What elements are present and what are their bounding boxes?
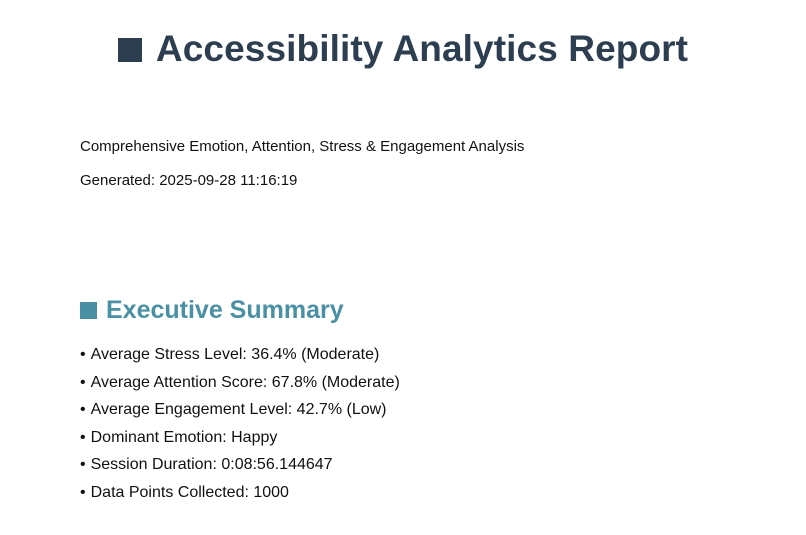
- list-item: [80, 369, 400, 397]
- summary-text: Average Attention Score: 67.8% (Moderate): [90, 373, 400, 391]
- bullet-icon: •: [80, 346, 86, 363]
- executive-summary-header: [80, 296, 344, 325]
- bullet-icon: •: [80, 456, 86, 473]
- report-header: [0, 28, 806, 70]
- list-item: [80, 479, 400, 507]
- summary-text: Dominant Emotion: Happy: [90, 428, 278, 446]
- bullet-icon: •: [80, 401, 86, 418]
- summary-text: Session Duration: 0:08:56.144647: [90, 456, 333, 473]
- section-title: Executive Summary: [106, 296, 344, 324]
- square-icon: [80, 302, 97, 319]
- square-icon: [118, 38, 142, 62]
- list-item: [80, 341, 400, 369]
- report-subtitle: Comprehensive Emotion, Attention, Stress & Engagement Analysis: [80, 138, 525, 155]
- bullet-icon: •: [80, 483, 86, 501]
- summary-text: Average Engagement Level: 42.7% (Low): [90, 401, 387, 418]
- list-item: [80, 424, 400, 452]
- summary-text: Data Points Collected: 1000: [90, 483, 289, 501]
- list-item: [80, 396, 400, 424]
- list-item: [80, 451, 400, 479]
- summary-list: [80, 341, 400, 506]
- summary-text: Average Stress Level: 36.4% (Moderate): [90, 346, 380, 363]
- bullet-icon: •: [80, 373, 86, 391]
- report-title: Accessibility Analytics Report: [155, 28, 689, 69]
- generated-timestamp: Generated: 2025-09-28 11:16:19: [80, 172, 298, 189]
- bullet-icon: •: [80, 428, 86, 446]
